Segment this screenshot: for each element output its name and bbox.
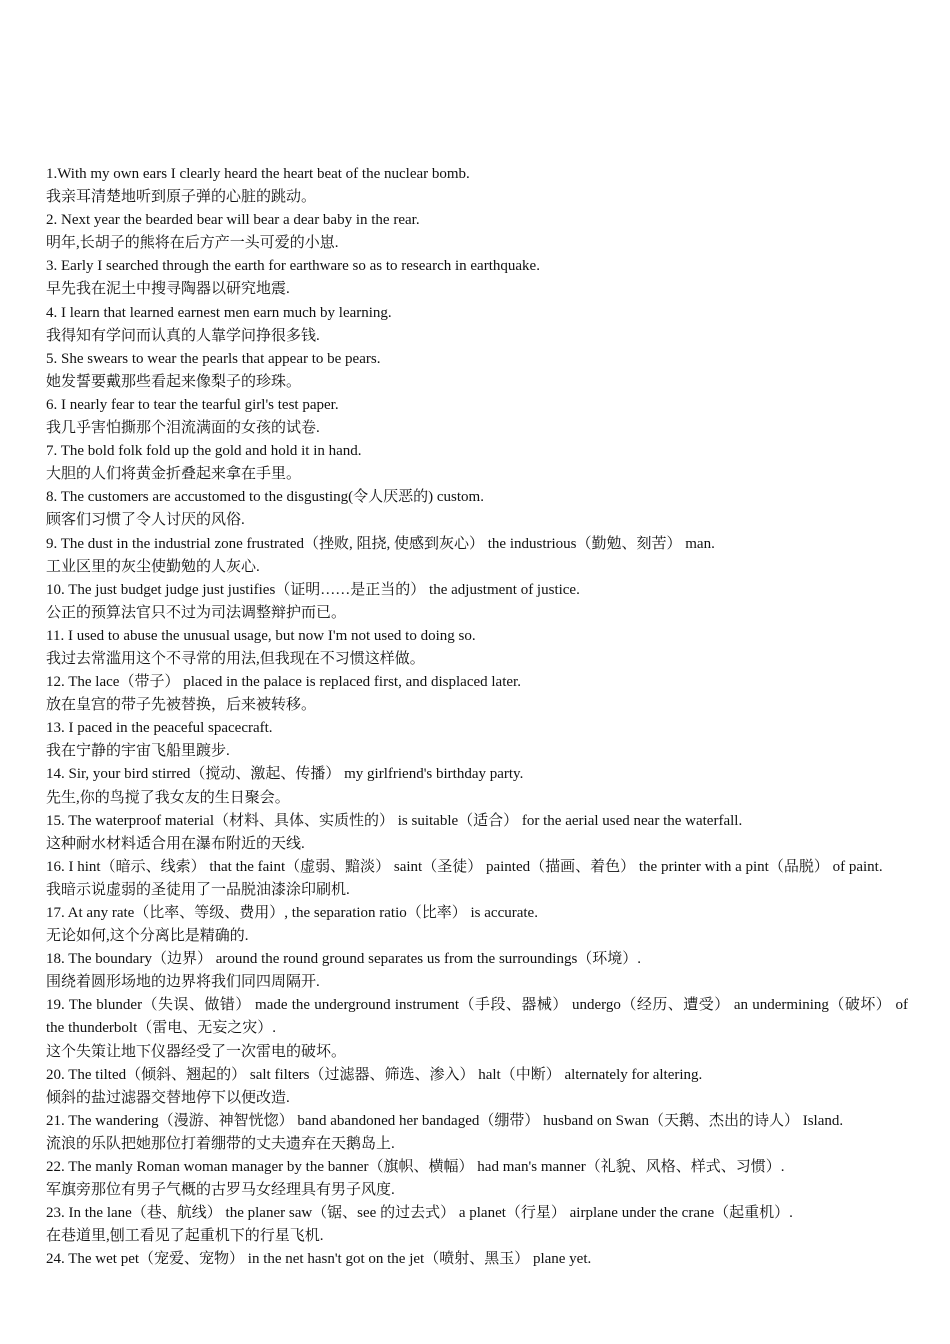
entry-12-english: 12. The lace（带子） placed in the palace is replaced first, and displaced later. [46,674,521,691]
entry-15-chinese: 这种耐水材料适合用在瀑布附近的天线. [46,835,305,852]
entry-16-chinese: 我暗示说虚弱的圣徒用了一品脱油漆涂印刷机. [46,881,350,898]
entry-18-english: 18. The boundary（边界） around the round ground separates us from the surroundings（环境）. [46,951,642,968]
entry-9-english: 9. The dust in the industrial zone frustrated（挫败, 阻挠, 使感到灰心） the industrious（勤勉、刻苦） man. [46,535,715,552]
entry-20-chinese: 倾斜的盐过滤器交替地停下以便改造. [46,1089,290,1106]
entry-12-chinese: 放在皇宫的带子先被替换，后来被转移。 [46,697,317,714]
entry-10-chinese: 公正的预算法官只不过为司法调整辩护而已。 [46,604,347,621]
entry-3-chinese: 早先我在泥土中搜寻陶器以研究地震. [46,281,290,298]
entry-17-english: 17. At any rate（比率、等级、费用）, the separation ratio（比率） is accurate. [46,905,538,921]
entry-11-chinese: 我过去常滥用这个不寻常的用法,但我现在不习惯这样做。 [46,650,425,667]
entry-7-chinese: 大胆的人们将黄金折叠起来拿在手里。 [46,466,302,483]
entry-1-chinese: 我亲耳清楚地听到原子弹的心脏的跳动。 [46,189,317,206]
entry-5-chinese: 她发誓要戴那些看起来像梨子的珍珠。 [46,373,302,390]
entry-21-english: 21. The wandering（漫游、神智恍惚） band abandoned her bandaged（绷带） husband on Swan（天鹅、杰出的诗人） Island. [46,1112,844,1129]
entry-5-english: 5. She swears to wear the pearls that appear to be pears. [46,350,381,367]
entry-17-chinese: 无论如何,这个分离比是精确的. [46,928,249,945]
entry-19-chinese: 这个失策让地下仪器经受了一次雷电的破坏。 [46,1043,347,1060]
entry-6-english: 6. I nearly fear to tear the tearful girl's test paper. [46,396,339,413]
entry-24-english: 24. The wet pet（宠爱、宠物） in the net hasn't got on the jet（喷射、黑玉） plane yet. [46,1251,592,1268]
entry-14-english: 14. Sir, your bird stirred（搅动、激起、传播） my girlfriend's birthday party. [46,766,524,783]
entry-14-chinese: 先生,你的鸟搅了我女友的生日聚会。 [46,789,290,806]
entry-19-english: 19. The blunder（失误、做错） made the underground instrument（手段、器械） undergo（经历、遭受） an undermining（破坏） of the thunderbolt（雷电、无妄之灾）. [46,997,908,1037]
entry-7-english: 7. The bold folk fold up the gold and hold it in hand. [46,443,362,460]
entry-15-english: 15. The waterproof material（材料、具体、实质性的） is suitable（适合） for the aerial used near the waterfall. [46,812,743,829]
entry-23-english: 23. In the lane（巷、航线） the planer saw（锯、see 的过去式） a planet（行星） airplane under the crane（起重机）. [46,1205,793,1222]
entry-4-english: 4. I learn that learned earnest men earn much by learning. [46,304,392,321]
entry-16-english: 16. I hint（暗示、线索） that the faint（虚弱、黯淡） saint（圣徒） painted（描画、着色） the printer with a pint（品脱） of paint. [46,858,883,875]
entry-21-chinese: 流浪的乐队把她那位打着绷带的丈夫遗弃在天鹅岛上. [46,1135,395,1152]
entry-3-english: 3. Early I searched through the earth for earthware so as to research in earthquake. [46,258,540,275]
document-body [46,163,908,1272]
entry-2-chinese: 明年,长胡子的熊将在后方产一头可爱的小崽. [46,235,339,252]
entry-8-english: 8. The customers are accustomed to the disgusting(令人厌恶的) custom. [46,489,484,506]
entry-4-chinese: 我得知有学问而认真的人靠学问挣很多钱. [46,327,320,344]
entry-22-english: 22. The manly Roman woman manager by the banner（旗帜、横幅） had man's manner（礼貌、风格、样式、习惯）. [46,1159,785,1176]
entry-20-english: 20. The tilted（倾斜、翘起的） salt filters（过滤器、筛选、渗入） halt（中断） alternately for altering. [46,1066,703,1083]
entry-11-english: 11. I used to abuse the unusual usage, but now I'm not used to doing so. [46,627,476,644]
entry-1-english: 1.With my own ears I clearly heard the heart beat of the nuclear bomb. [46,166,470,182]
entry-8-chinese: 顾客们习惯了令人讨厌的风俗. [46,512,245,529]
entry-22-chinese: 军旗旁那位有男子气概的古罗马女经理具有男子风度. [46,1182,395,1199]
entry-9-chinese: 工业区里的灰尘使勤勉的人灰心. [46,558,260,575]
entry-23-chinese: 在巷道里,刨工看见了起重机下的行星飞机. [46,1228,324,1245]
entry-18-chinese: 围绕着圆形场地的边界将我们同四周隔开. [46,974,320,991]
entry-10-english: 10. The just budget judge just justifies（证明……是正当的） the adjustment of justice. [46,581,580,598]
entry-6-chinese: 我几乎害怕撕那个泪流满面的女孩的试卷. [46,420,320,437]
entry-13-chinese: 我在宁静的宇宙飞船里踱步. [46,743,230,760]
entry-13-english: 13. I paced in the peaceful spacecraft. [46,720,273,737]
entry-2-english: 2. Next year the bearded bear will bear a dear baby in the rear. [46,212,420,229]
